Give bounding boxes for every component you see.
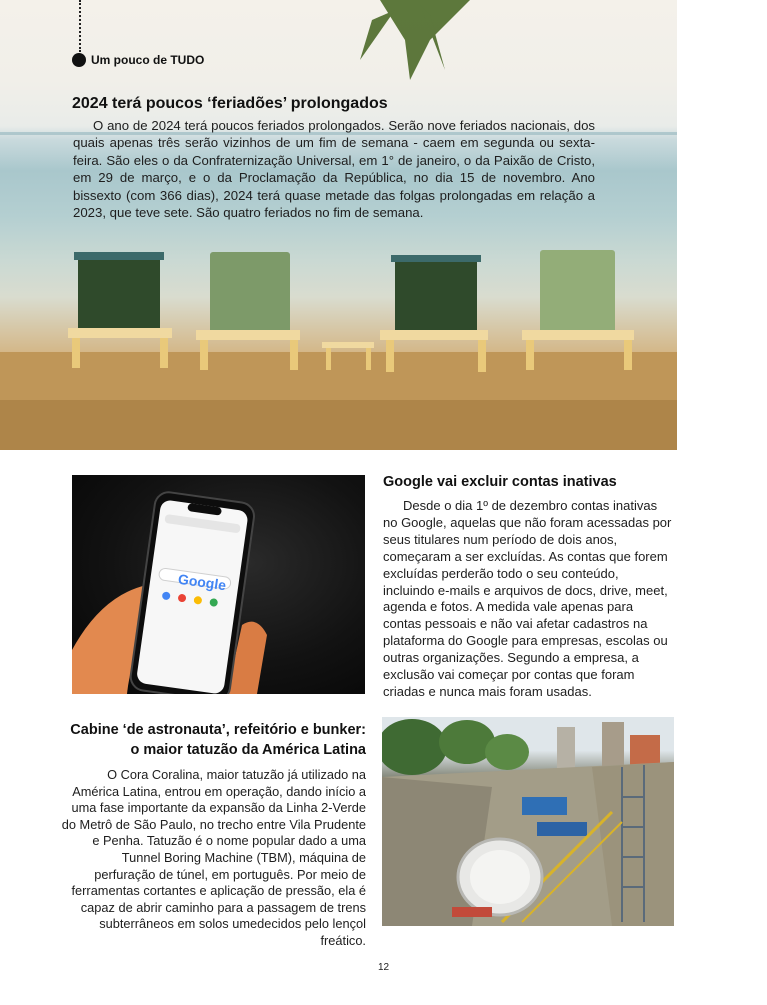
smartphone-photo — [72, 475, 365, 694]
bullet-dot-icon — [72, 53, 86, 67]
tbm-body: O Cora Coralina, maior tatuzão já utilizado na América Latina, entrou em operação, dando início a uma fase importante da expansão da Linha 2-Verde do Metrô de São Paulo, no trecho entre Vila Prudente e Penha. Tatuzão é o nome popular dado a uma Tunnel Boring Machine (TBM), máquina de perfuração de túnel, em português. Por meio de ferramentas cortantes e aplicação de pressão, ela é capaz de abrir caminho para a passagem de trens subterrâneos em solos umedecidos pelo lençol freático. — [61, 767, 366, 948]
beach-chairs-illustration — [0, 0, 677, 450]
tbm-title-line2: o maior tatuzão da América Latina — [130, 742, 366, 758]
section-header — [72, 53, 204, 67]
construction-site-illustration — [382, 717, 674, 926]
google-body — [383, 498, 673, 701]
holidays-title: 2024 terá poucos ‘feriadões’ prolongados — [72, 95, 388, 112]
google-logo: Google — [177, 570, 228, 594]
section-label: Um pouco de TUDO — [91, 53, 205, 67]
page-number: 12 — [377, 962, 390, 973]
beach-photo — [0, 0, 677, 450]
tbm-title-line1: Cabine ‘de astronauta’, refeitório e bunker: — [70, 722, 366, 738]
tbm-title — [60, 720, 366, 760]
google-title: Google vai excluir contas inativas — [383, 474, 617, 490]
google-body-text: Desde o dia 1º de dezembro contas inativas no Google, aquelas que não foram acessadas por seus titulares num período de dois anos, começaram a ser excluídas. As contas que forem excluídas perderão todo o seu conteúdo, incluindo e-mails e arquivos de docs, drive, meet, agenda e fotos. A medida vale apenas para contas pessoais e não vai afetar cadastros na plataforma do Google para empresas, escolas ou outras organizações. Segundo a empresa, a exclusão vai começar por contas que foram criadas e nunca mais foram usadas. — [383, 498, 672, 699]
holidays-body: O ano de 2024 terá poucos feriados prolongados. Serão nove feriados nacionais, dos quais apenas três serão vizinhos de um fim de semana - caem em segunda ou sexta-feira. São eles o da Confraternização Universal, em 1° de janeiro, o da Paixão de Cristo, em 29 de março, e o da Proclamação da República, no dia 15 de novembro. Ano bissexto (com 366 dias), 2024 terá quase metade das folgas prolongadas em relação a 2023, que teve sete. São quatro feriados no fim de semana. — [73, 118, 595, 221]
dotted-rule — [79, 0, 81, 52]
tunnel-boring-machine-photo — [382, 717, 674, 926]
